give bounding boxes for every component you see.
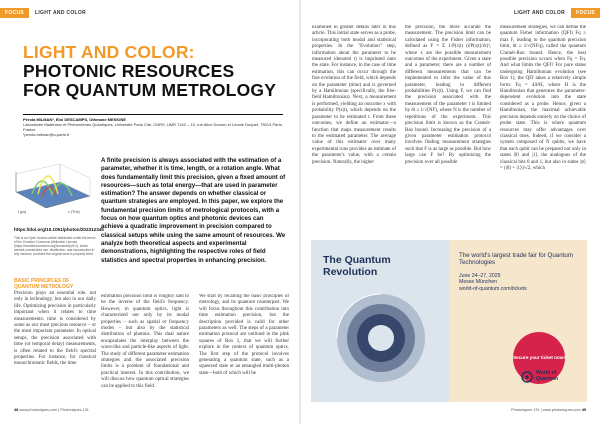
ad-copy [459,252,577,293]
ad-url[interactable]: world-of-quantum.com/tickets [459,286,527,292]
title-line-1: LIGHT AND COLOR: [23,42,195,62]
ad-ring-graphic [333,286,429,395]
column-text: the precision, the more accurate the measurement. The precision limit can be calculated using the Fisher information, defined as F = Σ 1/P(x|t) (∂P(x|t)/∂t)², where x are the possible measurement outcomes of the experiment. Given a state and a parameter, there are a number of different measurements that can be implemented to infer the value of this parameter, leading to different probabilities P(x|t). Using F, we can find the precision associated with the measurement of the parameter t is limited by δt ≥ 1/√(NF), where N is the number of repetitions of the experiment. This precision limit is known as the Cramér-Rao bound. Increasing the precision of a given parameter estimation protocol involves finding measurement strategies such that F is as large as possible. But how large can F be? By optimizing the precision over all possible [405,25,491,165]
wigner-surface-figure [12,150,94,222]
author-names: Pérola MILMAN¹, Eloi DESCAMPS, Othmane MESKINE [23,114,283,122]
body-column-3 [199,294,289,406]
author-affiliation: Laboratoire Matériaux et Phénomènes Quantiques, Université Paris Cité, CNRS, UMR 7162 – 10, rue Alice Domon et Léonie Duquet, 75013 Paris, France [23,122,283,132]
right-footer: Photoniques 131 | www.photoniques.com 49 [511,408,586,412]
author-block [23,114,283,137]
column-text: examined in greater details later in this article. This initial state serves as a probe, incorporating both modal and statistical properties. In the "Evolution" step, information about the parameter to be measured (denoted t) is imprinted onto the state. For instance, in the case of time estimation, this can occur through the free evolution of the field, which depends on the parameter (time) and is governed by a Hamiltonian (specifically, the free-field Hamiltonian). Next, a measurement is performed, yielding an outcome x with probability P(x|t), which depends on the parameter to be estimated t. From these outcomes, we define an estimator—a function that maps measurement results to the estimated parameter. The average value of this estimator over many experimental runs provides an estimate of the parameter's value, with a certain precision. Naturally, the higher [312,25,396,165]
license-note: This is an Open Access article distributed under the terms of the Creative Commons Attribution License (https://creativecommons.org/licenses/by/4.0), which permits unrestricted use, distribution, and reproduction in any medium, provided the original work is properly cited. [14,236,96,256]
title-line-2: PHOTONIC RESOURCES [23,61,235,81]
ad-venue: Messe München [459,279,498,286]
focus-tag: FOCUS [571,8,600,18]
section-heading: BASIC PRINCIPLES OF QUANTUM METROLOGY [14,278,74,290]
body-column-5 [405,25,491,235]
body-column-1 [14,278,96,404]
title-line-3: FOR QUANTUM METROLOGY [23,80,277,100]
body-column-4 [312,25,396,235]
ad-tagline: The world's largest trade fair for Quantum Technologies [459,252,573,267]
world-of-quantum-logo: World of Quantum [521,371,558,383]
doi-link[interactable]: https://doi.org/10.1051/photon/202312345 [14,227,104,232]
figure-axis-x: t (ps) [18,210,27,214]
section-label: LIGHT AND COLOR [35,10,86,16]
column-text: estimation precision limit is roughly said to be the inverse of the field's frequency. However, in quantum optics, light is characterized not only by its modal properties – such as spatial or frequency modes – but also by the statistical distribution of photons. This dual nature encapsulates the interplay between the wave-like and particle-like aspects of light. The study of different parameter estimation strategies and the associated precision limits is a problem of foundational and practical interest. In this contribution, we will discuss how quantum optical strategies can be applied to this field. [101,294,189,389]
author-email[interactable]: ¹perola.milman@u-paris.fr [23,132,70,137]
ad-dates: June 24–27, 2025 [459,272,501,279]
world-of-quantum-ad[interactable] [311,240,587,402]
quantum-logo-icon [521,371,533,383]
abstract: A finite precision is always associated with the estimation of a parameter, whether it is time, length, or a rotation angle. What does fundamentally limit this precision, given a fixed amount of resources—such as total energy—that are used in parameter estimation? The answer depends on whether classical or quantum strategies are employed. In this paper, we explore the fundamental precision limits of metrological protocols, with a focus on how quantum optics and photonic devices can achieve a quadratic improvement in precision compared to classical setups while using the same amount of resources. We analyze both theoretical aspects and experimental demonstrations, highlighting the respective roles of field statistics and spectral properties in enhancing precision. [101,157,286,264]
secure-ticket-button[interactable]: Secure your ticket now! [513,332,565,384]
body-column-6 [500,25,586,235]
column-text: Precision plays an essential role, not only in technology, but also in our daily life. Optimizing precision in particularly important when it relates to time measurements: time is considered by some as our most precious resource – or the most important parameter. In optical setups, the precision associated with time (or temporal delay) measurements, is often related to the field's spectral properties. For instance, for classical monochromatic fields, the time [14,291,96,367]
column-text: measurement strategies, we can define the quantum Fisher information (QFI) Fq ≥ max F, leading to the quantum precision limit, δt ≥ 1/√(NFq), called the quantum Cramér-Rao bound. Hence, the best possible precision occurs when Fq = Fq. And what limits the QFI? For pure states undergoing Hamiltonian evolution (see Box 1), the QFI takes a relatively simple form: Fq = 4Δ²H, where H is the Hamiltonian that generates the parameter-dependent evolution into the state considered as a probe. Hence, given a Hamiltonian, the maximal achievable precision depends entirely on the choice of probe state. This is where quantum resources may offer advantages over classical ones. Indeed, if we consider a system composed of N qubits, we have that each qubit can be prepared not only in states |0⟩ and |1⟩, the analogous of the classical bits 0 and 1, but also in states |ψ⟩ = (|0⟩ + |1⟩)/√2, which [500,25,586,171]
figure-axis-y: ν (THz) [68,210,80,214]
section-label: LIGHT AND COLOR [514,10,565,16]
ad-title: The Quantum Revolution [323,254,391,278]
right-page-header [300,8,600,18]
left-footer: 48 www.photoniques.com | Photoniques 131 [14,408,89,412]
page-spine [299,0,301,424]
column-text: We start by recalling the basic principles of metrology, and its quantum counterpart. We will focus throughout this contribution into time estimation precision, but the description provided is valid for other parameters as well. The steps of a parameter estimation protocol are outlined in the pink squares of Box 1, that we will further explore in the context of quantum optics. The first step of the protocol involves generating a quantum state, such as a squeezed state or an entangled multi-photon state—both of which will be [199,294,289,376]
article-title [23,43,283,100]
body-column-2 [101,294,189,406]
left-page-header [0,8,300,18]
focus-tag: FOCUS [0,8,29,18]
